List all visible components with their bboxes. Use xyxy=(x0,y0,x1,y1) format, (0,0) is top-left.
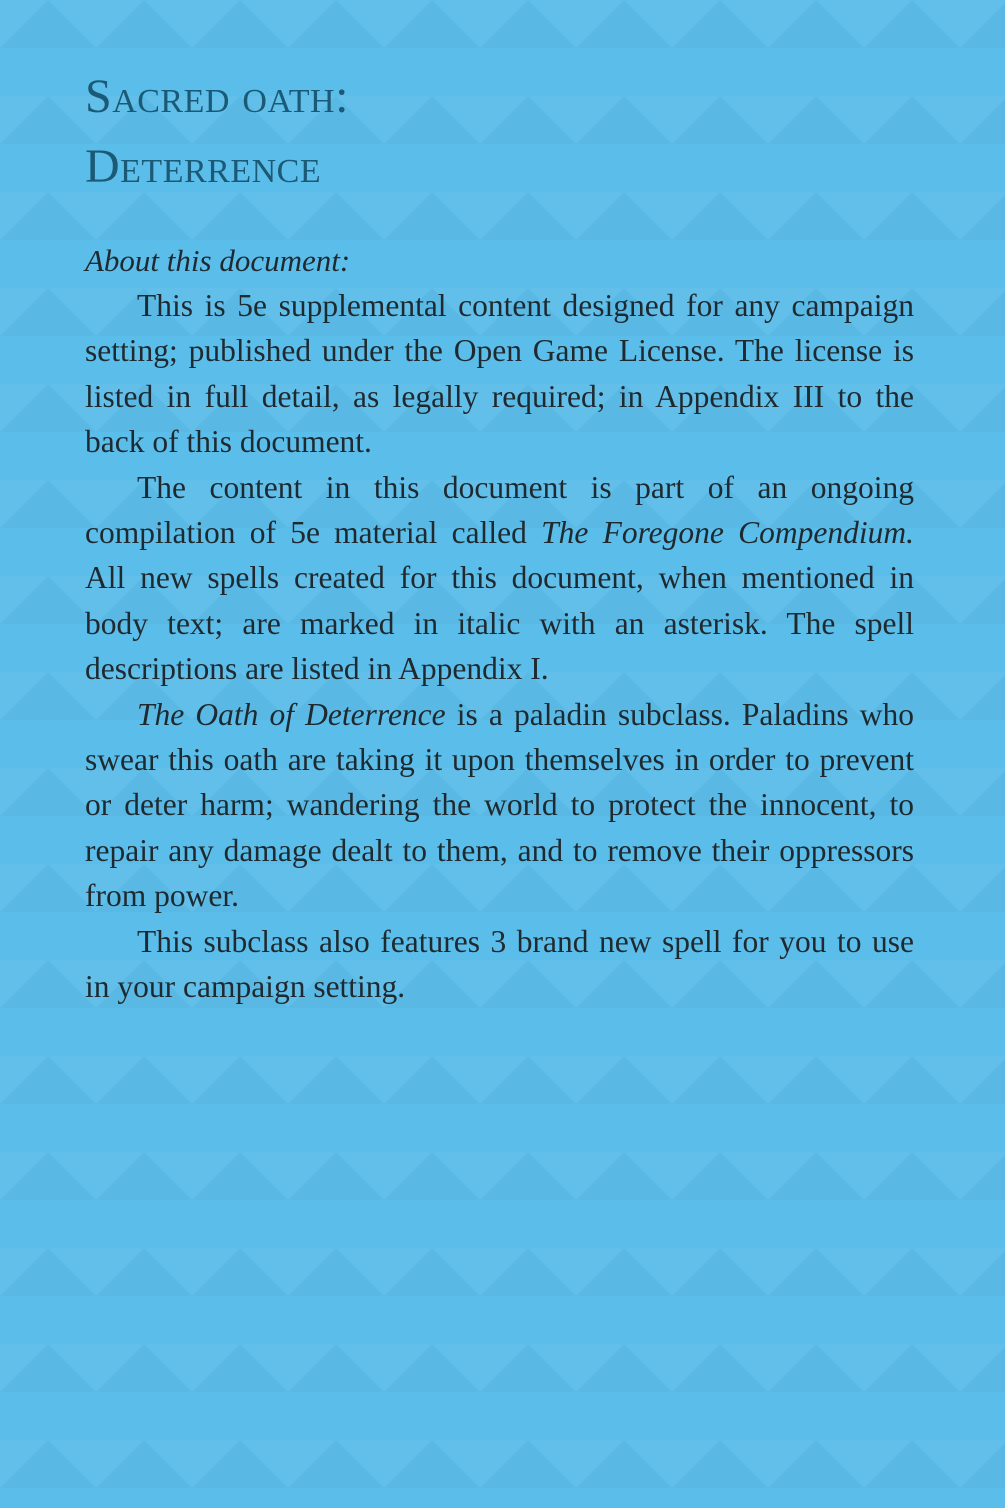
compendium-paragraph xyxy=(85,465,914,692)
page-title xyxy=(85,62,914,202)
subclass-paragraph xyxy=(85,692,914,919)
intro-paragraph xyxy=(85,283,914,465)
intro-paragraph-text: This is 5e supplemental content designed for any campaign setting; published under the Open Game License. The license is listed in full detail, as legally required; in Appendix III to the back of this document. xyxy=(85,288,914,460)
compendium-title: The Foregone Compendium. xyxy=(541,515,914,551)
compendium-paragraph-text-end: All new spells created for this document, when mentioned in body text; are marked in italic with an asterisk. The spell descriptions are listed in Appendix I. xyxy=(85,560,914,687)
subclass-paragraph-text: is a paladin subclass. Paladins who swear this oath are taking it upon themselves in order to prevent or deter harm; wandering the world to protect the innocent, to repair any damage dealt to them, and to remove their oppressors from power. xyxy=(85,696,914,914)
document-page xyxy=(85,62,914,1010)
about-heading: About this document: xyxy=(85,243,351,278)
compendium-paragraph-text-start: The content in this document is part of an ongoing compilation of 5e material called xyxy=(85,469,914,551)
spells-paragraph xyxy=(85,919,914,1010)
title-line-2: Deterrence xyxy=(85,140,322,193)
title-line-1: Sacred oath: xyxy=(85,70,349,123)
spells-paragraph-text: This subclass also features 3 brand new spell for you to use in your campaign setting. xyxy=(85,923,914,1005)
subclass-name: The Oath of Deterrence xyxy=(137,696,446,732)
